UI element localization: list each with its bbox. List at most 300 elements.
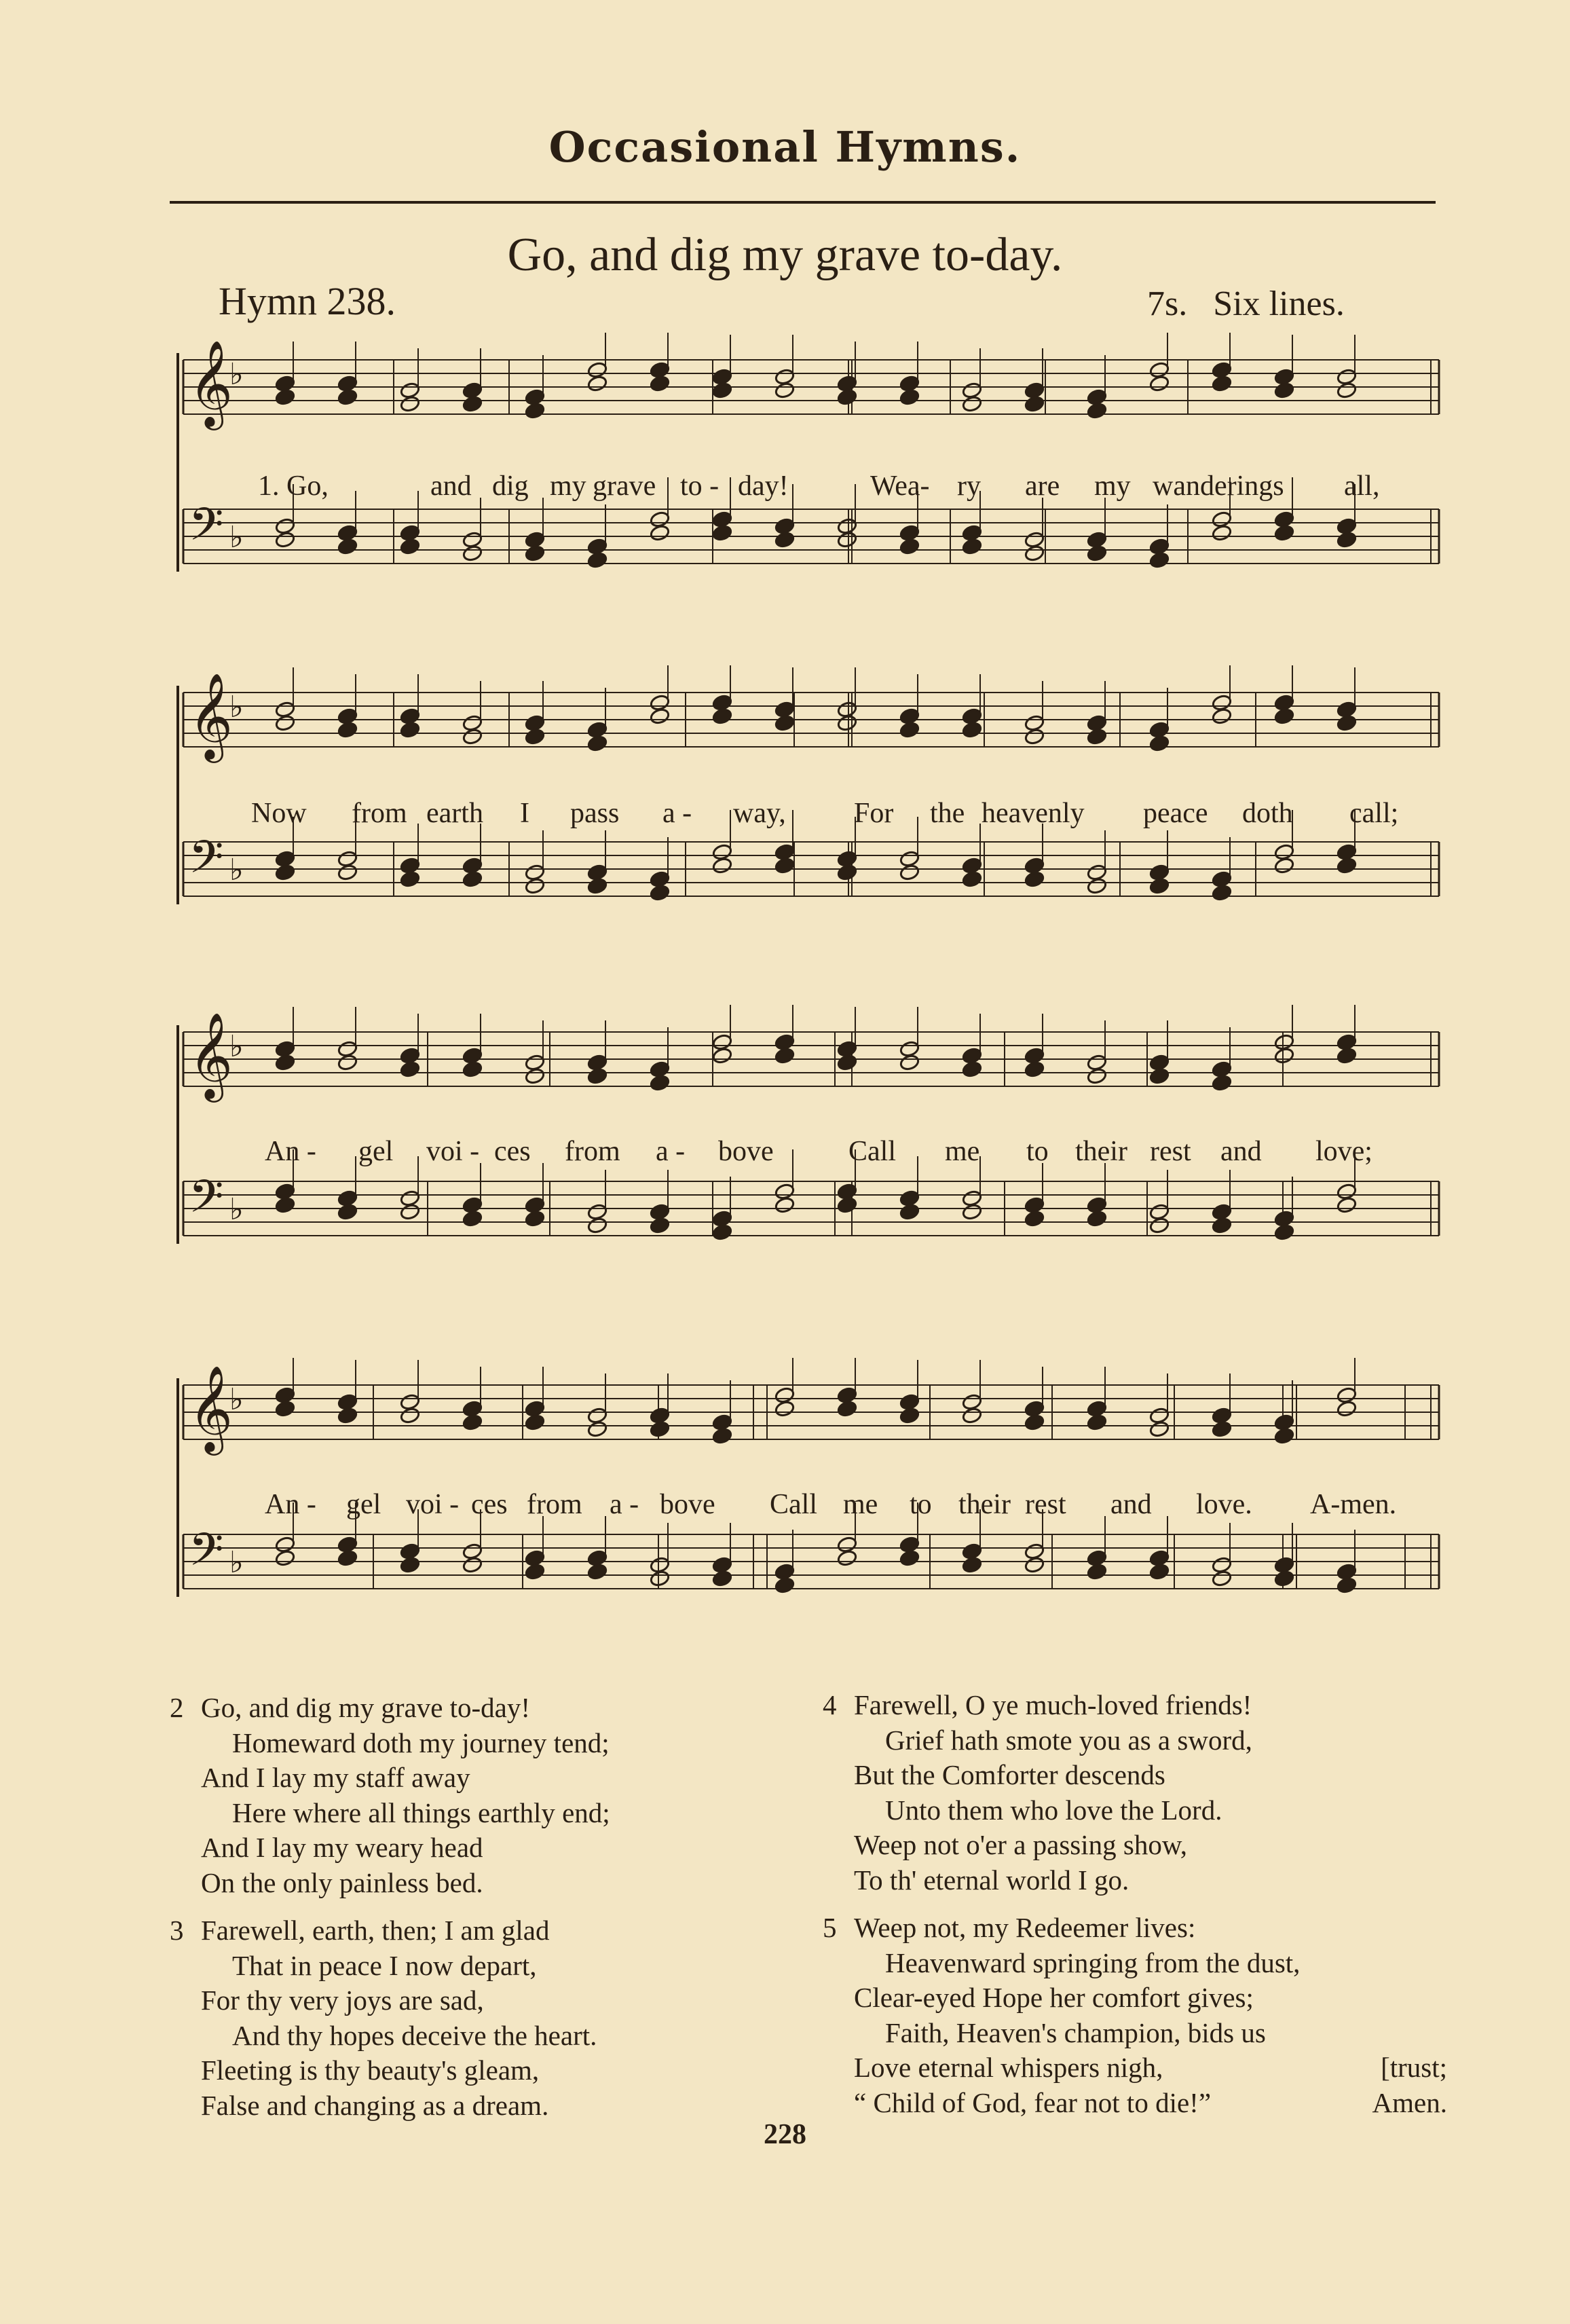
lyric-word: dig bbox=[492, 471, 529, 502]
lyric-word: heavenly bbox=[982, 798, 1085, 829]
note-head bbox=[962, 1203, 983, 1221]
note-head bbox=[525, 864, 546, 881]
verse-line: Clear-eyed Hope her comfort gives; bbox=[854, 1982, 1254, 2013]
note-head bbox=[774, 1576, 796, 1594]
verse-line: Faith, Heaven's champion, bids us bbox=[885, 2016, 1266, 2048]
note-head bbox=[1149, 1203, 1170, 1221]
note-head bbox=[587, 735, 608, 752]
note-head bbox=[837, 517, 858, 535]
note-head bbox=[962, 538, 983, 555]
lyric-word: my bbox=[1094, 471, 1131, 502]
lyric-word: me bbox=[843, 1489, 878, 1520]
note-head bbox=[650, 1407, 671, 1424]
note-head bbox=[337, 524, 358, 542]
lyric-word: pass bbox=[570, 798, 620, 829]
verse-line: Go, and dig my grave to-day! bbox=[201, 1692, 531, 1723]
verse-trust-overflow: [trust; bbox=[1381, 2052, 1447, 2083]
note-head bbox=[1212, 1420, 1233, 1438]
lyric-word: from bbox=[527, 1489, 582, 1520]
note-head bbox=[525, 714, 546, 732]
note-head bbox=[774, 843, 796, 861]
lyric-word: call; bbox=[1349, 798, 1399, 829]
note-head bbox=[587, 1549, 608, 1567]
note-head bbox=[525, 1549, 546, 1567]
note-head bbox=[1212, 707, 1233, 725]
note-head bbox=[587, 1563, 608, 1581]
lyric-word: me bbox=[945, 1136, 980, 1167]
note-head bbox=[1024, 1196, 1045, 1214]
lyric-word: to - bbox=[680, 471, 719, 502]
note-head bbox=[650, 707, 671, 725]
note-head bbox=[275, 1386, 296, 1404]
note-head bbox=[962, 1556, 983, 1574]
bass-clef-icon: 𝄢 bbox=[189, 1524, 224, 1587]
note-head bbox=[400, 707, 421, 725]
note-head bbox=[1087, 877, 1108, 895]
note-head bbox=[837, 714, 858, 732]
lyrics-line-1 bbox=[170, 470, 1439, 511]
note-head bbox=[1149, 551, 1170, 569]
verse-number: 3 bbox=[170, 1915, 184, 1946]
note-head bbox=[1274, 382, 1295, 399]
lyric-word: their bbox=[1075, 1136, 1127, 1167]
bass-clef-icon: 𝄢 bbox=[189, 1170, 224, 1234]
note-head bbox=[1024, 1543, 1045, 1560]
note-head bbox=[650, 1420, 671, 1438]
note-head bbox=[1274, 694, 1295, 712]
note-head bbox=[774, 1047, 796, 1065]
lyric-word: doth bbox=[1242, 798, 1293, 829]
lyric-word: their bbox=[958, 1489, 1011, 1520]
header-rule bbox=[170, 201, 1436, 204]
note-head bbox=[1087, 388, 1108, 406]
hymn-meter bbox=[1147, 284, 1345, 324]
note-head bbox=[1087, 1210, 1108, 1228]
note-head bbox=[962, 1189, 983, 1207]
note-head bbox=[1024, 1047, 1045, 1065]
note-head bbox=[275, 531, 296, 549]
note-head bbox=[1212, 694, 1233, 712]
note-head bbox=[1087, 864, 1108, 881]
verse-line: And I lay my weary head bbox=[201, 1832, 483, 1863]
note-head bbox=[1024, 1060, 1045, 1078]
note-head bbox=[1337, 1563, 1358, 1581]
note-head bbox=[275, 850, 296, 868]
lyric-word: a - bbox=[662, 798, 692, 829]
note-head bbox=[837, 1183, 858, 1200]
note-head bbox=[650, 1570, 671, 1587]
note-head bbox=[712, 511, 733, 528]
note-head bbox=[462, 857, 483, 874]
note-head bbox=[1087, 714, 1108, 732]
note-head bbox=[899, 850, 920, 868]
note-head bbox=[462, 1556, 483, 1574]
lyric-word: way, bbox=[733, 798, 786, 829]
note-head bbox=[1087, 1414, 1108, 1431]
note-head bbox=[275, 517, 296, 535]
note-head bbox=[1337, 1400, 1358, 1418]
note-head bbox=[462, 531, 483, 549]
note-head bbox=[275, 1183, 296, 1200]
note-head bbox=[962, 1060, 983, 1078]
note-head bbox=[1212, 1570, 1233, 1587]
note-head bbox=[774, 517, 796, 535]
note-head bbox=[1274, 1033, 1295, 1051]
note-head bbox=[525, 1414, 546, 1431]
flat-icon: ♭ bbox=[229, 1545, 244, 1580]
note-head bbox=[1212, 884, 1233, 902]
note-head bbox=[275, 864, 296, 881]
note-head bbox=[1337, 531, 1358, 549]
lyric-word: Now bbox=[251, 798, 307, 829]
note-head bbox=[1212, 1217, 1233, 1234]
note-head bbox=[587, 551, 608, 569]
lyric-word: love. bbox=[1196, 1489, 1252, 1520]
note-head bbox=[837, 1386, 858, 1404]
note-head bbox=[400, 1060, 421, 1078]
note-head bbox=[337, 721, 358, 739]
note-head bbox=[774, 701, 796, 718]
lyric-word: my bbox=[550, 471, 586, 502]
lyric-word: the bbox=[930, 798, 965, 829]
note-head bbox=[774, 1386, 796, 1404]
note-head bbox=[400, 382, 421, 399]
note-head bbox=[1274, 1427, 1295, 1445]
note-head bbox=[1274, 511, 1295, 528]
note-head bbox=[275, 1040, 296, 1058]
note-head bbox=[837, 1054, 858, 1071]
note-head bbox=[1274, 843, 1295, 861]
note-head bbox=[712, 857, 733, 874]
lyric-word: to bbox=[910, 1489, 932, 1520]
note-head bbox=[587, 1054, 608, 1071]
note-head bbox=[1337, 714, 1358, 732]
lyric-word: a - bbox=[656, 1136, 686, 1167]
note-head bbox=[462, 1414, 483, 1431]
note-head bbox=[1024, 382, 1045, 399]
note-head bbox=[899, 1203, 920, 1221]
note-head bbox=[899, 721, 920, 739]
note-head bbox=[337, 707, 358, 725]
note-head bbox=[1212, 511, 1233, 528]
note-head bbox=[1087, 531, 1108, 549]
note-head bbox=[1274, 707, 1295, 725]
lyric-word: wanderings bbox=[1153, 471, 1284, 502]
verse-line: But the Comforter descends bbox=[854, 1759, 1165, 1790]
note-head bbox=[1337, 1196, 1358, 1214]
note-head bbox=[650, 1060, 671, 1078]
lyric-word: 1. Go, bbox=[258, 471, 329, 502]
note-head bbox=[525, 1400, 546, 1418]
note-head bbox=[525, 1210, 546, 1228]
note-head bbox=[337, 1054, 358, 1071]
note-head bbox=[899, 1189, 920, 1207]
note-head bbox=[1337, 517, 1358, 535]
note-head bbox=[650, 361, 671, 379]
note-head bbox=[337, 538, 358, 555]
note-head bbox=[1212, 1407, 1233, 1424]
note-head bbox=[1212, 870, 1233, 888]
note-head bbox=[712, 1033, 733, 1051]
note-head bbox=[774, 382, 796, 399]
note-head bbox=[1087, 1549, 1108, 1567]
note-head bbox=[712, 843, 733, 861]
note-head bbox=[525, 1054, 546, 1071]
note-head bbox=[837, 850, 858, 868]
note-head bbox=[650, 511, 671, 528]
lyric-word: bove bbox=[660, 1489, 715, 1520]
lyric-word: all, bbox=[1344, 471, 1380, 502]
note-head bbox=[837, 375, 858, 392]
verse-line: For thy very joys are sad, bbox=[201, 1985, 484, 2016]
note-head bbox=[1149, 1217, 1170, 1234]
note-head bbox=[587, 1217, 608, 1234]
note-head bbox=[1337, 843, 1358, 861]
note-head bbox=[1024, 1556, 1045, 1574]
note-head bbox=[400, 1543, 421, 1560]
lyric-word: bove bbox=[718, 1136, 774, 1167]
note-head bbox=[1024, 728, 1045, 745]
note-head bbox=[275, 375, 296, 392]
note-head bbox=[1274, 1210, 1295, 1228]
note-head bbox=[275, 1196, 296, 1214]
note-head bbox=[650, 1074, 671, 1092]
note-head bbox=[337, 1040, 358, 1058]
note-head bbox=[837, 864, 858, 881]
note-head bbox=[1274, 368, 1295, 386]
lyric-word: and bbox=[430, 471, 472, 502]
note-head bbox=[1274, 524, 1295, 542]
note-head bbox=[525, 545, 546, 562]
verse-5 bbox=[823, 1911, 1447, 2120]
note-head bbox=[1337, 1576, 1358, 1594]
verse-line: Weep not, my Redeemer lives: bbox=[854, 1912, 1196, 1943]
treble-clef-icon: 𝄞 bbox=[189, 1012, 233, 1099]
note-head bbox=[837, 388, 858, 406]
note-head bbox=[1087, 1196, 1108, 1214]
flat-icon: ♭ bbox=[229, 690, 244, 724]
note-head bbox=[837, 1400, 858, 1418]
lyric-word: Wea- bbox=[870, 471, 930, 502]
meter-value: 7s. bbox=[1147, 284, 1188, 323]
note-head bbox=[962, 1543, 983, 1560]
note-head bbox=[962, 1047, 983, 1065]
note-head bbox=[1212, 1074, 1233, 1092]
verse-line: Farewell, O ye much-loved friends! bbox=[854, 1689, 1252, 1720]
note-head bbox=[712, 368, 733, 386]
verse-line: Grief hath smote you as a sword, bbox=[885, 1724, 1252, 1756]
verse-line: Farewell, earth, then; I am glad bbox=[201, 1915, 550, 1946]
note-head bbox=[587, 375, 608, 392]
note-head bbox=[1024, 1210, 1045, 1228]
note-head bbox=[1024, 870, 1045, 888]
note-head bbox=[1274, 1570, 1295, 1587]
note-head bbox=[1149, 877, 1170, 895]
note-head bbox=[462, 714, 483, 732]
note-head bbox=[337, 1536, 358, 1553]
verse-line: Fleeting is thy beauty's gleam, bbox=[201, 2054, 540, 2086]
note-head bbox=[462, 1060, 483, 1078]
lyric-word: from bbox=[565, 1136, 620, 1167]
note-head bbox=[337, 1549, 358, 1567]
note-head bbox=[1149, 538, 1170, 555]
note-head bbox=[337, 388, 358, 406]
verse-3 bbox=[170, 1913, 597, 2123]
lyric-word: to bbox=[1026, 1136, 1049, 1167]
verse-number: 5 bbox=[823, 1912, 837, 1943]
note-head bbox=[462, 1400, 483, 1418]
note-head bbox=[337, 375, 358, 392]
note-head bbox=[1087, 1054, 1108, 1071]
note-head bbox=[275, 1549, 296, 1567]
note-head bbox=[587, 864, 608, 881]
lyric-word: Call bbox=[770, 1489, 817, 1520]
lyric-word: voi - bbox=[426, 1136, 480, 1167]
verse-line: Weep not o'er a passing show, bbox=[854, 1829, 1188, 1860]
note-head bbox=[712, 1047, 733, 1065]
note-head bbox=[337, 864, 358, 881]
note-head bbox=[1024, 1414, 1045, 1431]
note-head bbox=[712, 694, 733, 712]
note-head bbox=[337, 1393, 358, 1411]
note-head bbox=[774, 1563, 796, 1581]
lyric-word: rest bbox=[1150, 1136, 1191, 1167]
note-head bbox=[1087, 728, 1108, 745]
verse-amen: Amen. bbox=[1372, 2086, 1447, 2118]
bass-clef-icon: 𝄢 bbox=[189, 498, 224, 561]
note-head bbox=[587, 877, 608, 895]
verse-line: Heavenward springing from the dust, bbox=[885, 1947, 1301, 1978]
note-head bbox=[712, 524, 733, 542]
note-head bbox=[899, 1536, 920, 1553]
verse-line: To th' eternal world I go. bbox=[854, 1864, 1129, 1896]
note-head bbox=[525, 388, 546, 406]
lyric-word: rest bbox=[1025, 1489, 1066, 1520]
lyric-word: love; bbox=[1315, 1136, 1372, 1167]
note-head bbox=[962, 395, 983, 413]
page-number: 228 bbox=[764, 2119, 806, 2150]
note-head bbox=[587, 1203, 608, 1221]
note-head bbox=[400, 1203, 421, 1221]
note-head bbox=[462, 545, 483, 562]
note-head bbox=[1024, 857, 1045, 874]
note-head bbox=[525, 1196, 546, 1214]
note-head bbox=[525, 1563, 546, 1581]
note-head bbox=[525, 877, 546, 895]
lyric-word: A-men. bbox=[1310, 1489, 1397, 1520]
note-head bbox=[712, 1570, 733, 1587]
note-head bbox=[337, 850, 358, 868]
note-head bbox=[1274, 1047, 1295, 1065]
note-head bbox=[837, 531, 858, 549]
note-head bbox=[1149, 735, 1170, 752]
note-head bbox=[1087, 1400, 1108, 1418]
note-head bbox=[1024, 395, 1045, 413]
note-head bbox=[1087, 1067, 1108, 1085]
lyric-word: gel bbox=[358, 1136, 394, 1167]
note-head bbox=[1337, 857, 1358, 874]
note-head bbox=[1337, 701, 1358, 718]
note-head bbox=[650, 524, 671, 542]
note-head bbox=[1149, 1420, 1170, 1438]
note-head bbox=[587, 1407, 608, 1424]
note-head bbox=[462, 382, 483, 399]
note-head bbox=[1337, 1033, 1358, 1051]
note-head bbox=[400, 524, 421, 542]
note-head bbox=[1337, 382, 1358, 399]
lyric-word: from bbox=[352, 798, 407, 829]
note-head bbox=[1024, 1400, 1045, 1418]
note-head bbox=[899, 1407, 920, 1424]
note-head bbox=[275, 388, 296, 406]
note-head bbox=[837, 1549, 858, 1567]
note-head bbox=[1337, 1183, 1358, 1200]
note-head bbox=[1149, 1563, 1170, 1581]
note-head bbox=[400, 1393, 421, 1411]
note-head bbox=[650, 375, 671, 392]
lyrics-line-3 bbox=[170, 1135, 1439, 1176]
note-head bbox=[400, 857, 421, 874]
lyric-word: For bbox=[854, 798, 894, 829]
lyric-word: I bbox=[520, 798, 529, 829]
flat-icon: ♭ bbox=[229, 1029, 244, 1064]
note-head bbox=[400, 1047, 421, 1065]
note-head bbox=[962, 870, 983, 888]
note-head bbox=[462, 870, 483, 888]
note-head bbox=[1087, 545, 1108, 562]
note-head bbox=[587, 1067, 608, 1085]
note-head bbox=[1337, 1386, 1358, 1404]
note-head bbox=[962, 1393, 983, 1411]
note-head bbox=[837, 701, 858, 718]
note-head bbox=[587, 1420, 608, 1438]
flat-icon: ♭ bbox=[229, 1192, 244, 1227]
note-head bbox=[650, 694, 671, 712]
note-head bbox=[400, 870, 421, 888]
note-head bbox=[1149, 864, 1170, 881]
note-head bbox=[899, 1054, 920, 1071]
note-head bbox=[650, 870, 671, 888]
note-head bbox=[712, 1210, 733, 1228]
note-head bbox=[1024, 545, 1045, 562]
note-head bbox=[712, 1427, 733, 1445]
note-head bbox=[712, 1414, 733, 1431]
note-head bbox=[337, 1203, 358, 1221]
note-head bbox=[774, 1196, 796, 1214]
note-head bbox=[1212, 524, 1233, 542]
verse-2 bbox=[170, 1691, 610, 1900]
note-head bbox=[837, 1040, 858, 1058]
lyric-word: ces bbox=[471, 1489, 508, 1520]
note-head bbox=[337, 1407, 358, 1424]
section-header: Occasional Hymns. bbox=[548, 122, 1022, 172]
note-head bbox=[712, 1223, 733, 1241]
lyric-word: earth bbox=[426, 798, 483, 829]
note-head bbox=[837, 1536, 858, 1553]
note-head bbox=[400, 1407, 421, 1424]
note-head bbox=[774, 714, 796, 732]
note-head bbox=[650, 1203, 671, 1221]
verse-line: On the only painless bed. bbox=[201, 1866, 483, 1898]
verse-line: “ Child of God, fear not to die!” bbox=[854, 2086, 1212, 2118]
verse-line: Unto them who love the Lord. bbox=[885, 1794, 1222, 1826]
note-head bbox=[1212, 1203, 1233, 1221]
treble-clef-icon: 𝄞 bbox=[189, 1365, 233, 1452]
lyric-word: Call bbox=[848, 1136, 896, 1167]
note-head bbox=[962, 857, 983, 874]
note-head bbox=[899, 1549, 920, 1567]
note-head bbox=[400, 538, 421, 555]
